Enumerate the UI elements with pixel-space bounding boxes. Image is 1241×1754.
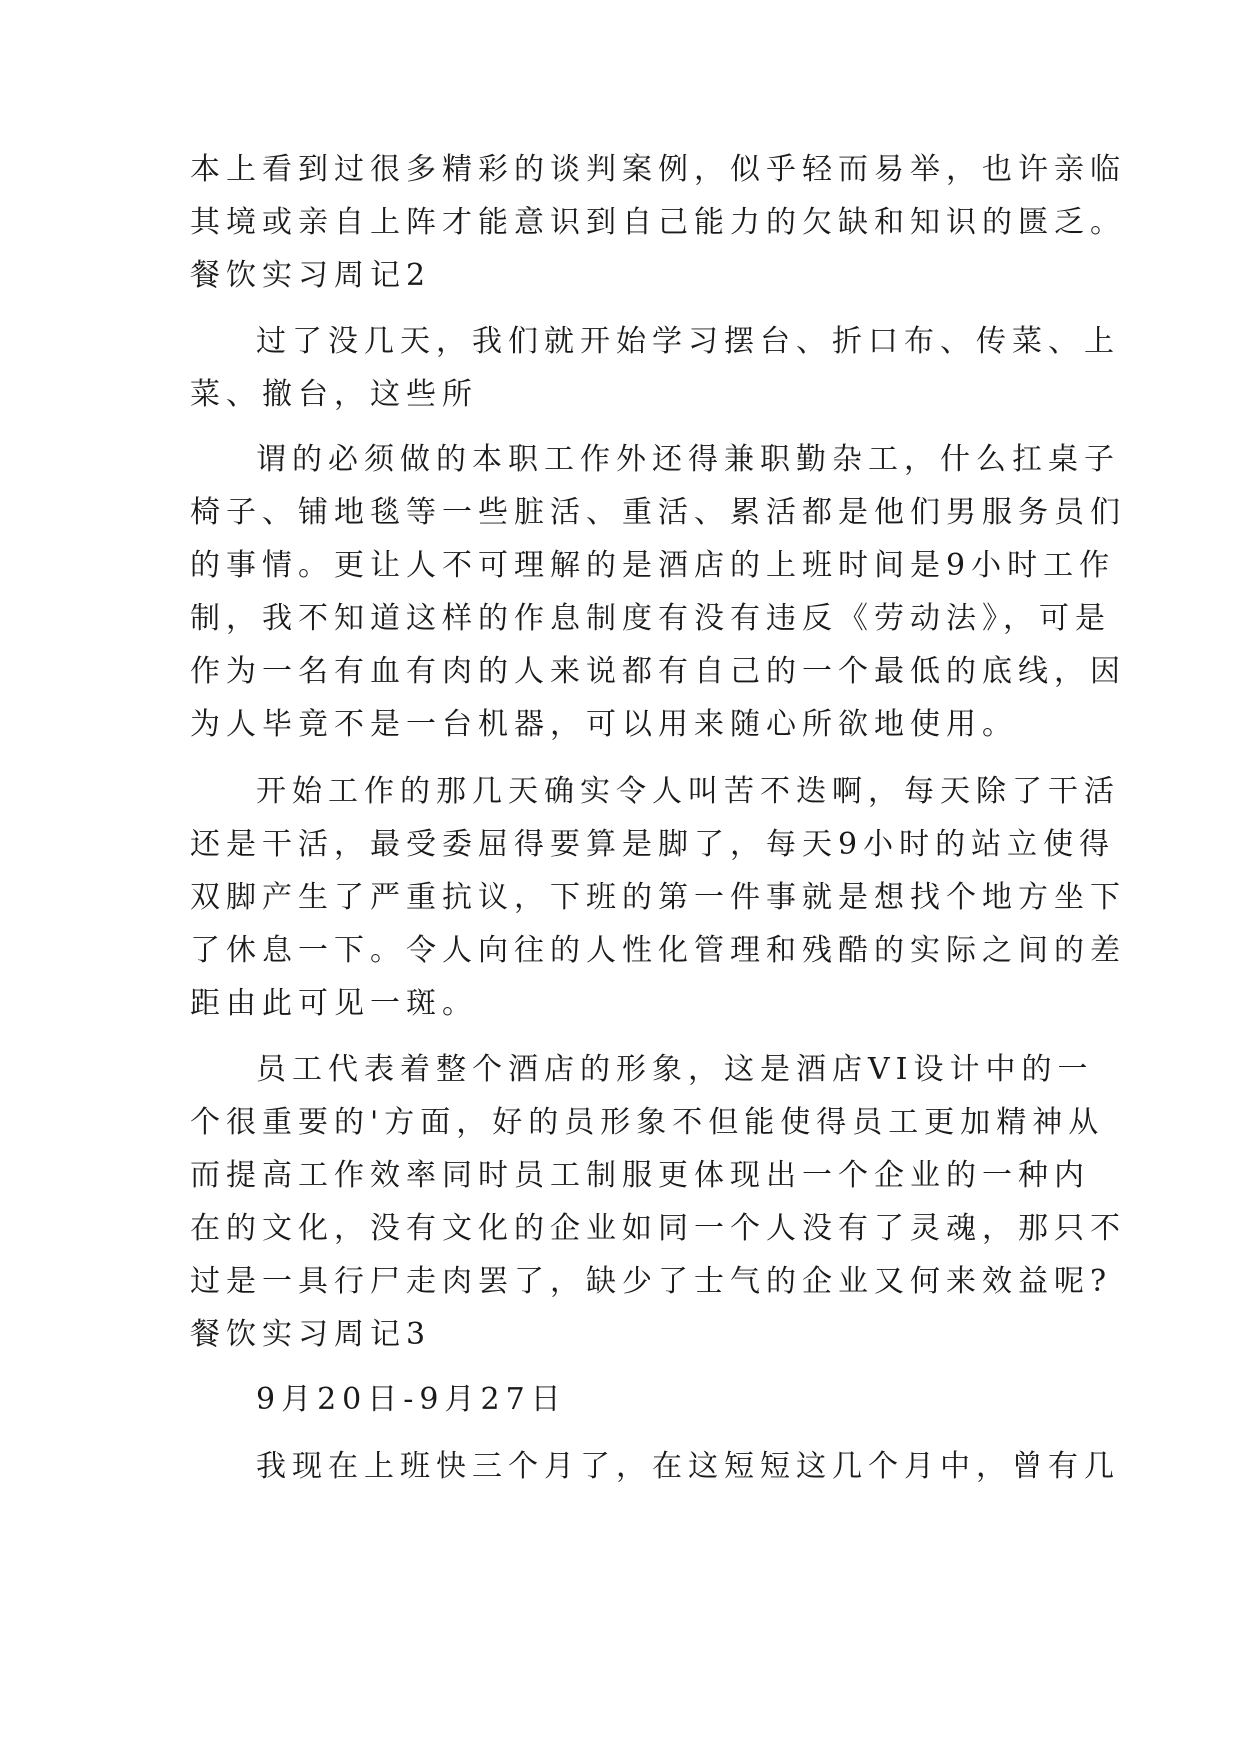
section-heading: 餐饮实习周记3 bbox=[190, 1317, 432, 1352]
body-text-line: 还是干活，最受委屈得要算是脚了，每天9小时的站立使得 bbox=[190, 827, 1116, 862]
body-text-line: 双脚产生了严重抗议，下班的第一件事就是想找个地方坐下 bbox=[190, 880, 1126, 915]
body-text-line: 而提高工作效率同时员工制服更体现出一个企业的一种内 bbox=[190, 1158, 1090, 1193]
paragraph-start-line: 我现在上班快三个月了，在这短短这几个月中，曾有几 bbox=[256, 1449, 1120, 1484]
body-text-line: 为人毕竟不是一台机器，可以用来随心所欲地使用。 bbox=[190, 707, 1018, 742]
body-text-line: 椅子、铺地毯等一些脏活、重活、累活都是他们男服务员们 bbox=[190, 495, 1126, 530]
paragraph-start-line: 开始工作的那几天确实令人叫苦不迭啊，每天除了干活 bbox=[256, 774, 1120, 809]
body-text-line: 作为一名有血有肉的人来说都有自己的一个最低的底线，因 bbox=[190, 654, 1126, 689]
body-text-line: 个很重要的'方面，好的员形象不但能使得员工更加精神从 bbox=[190, 1105, 1105, 1140]
body-text-line: 在的文化，没有文化的企业如同一个人没有了灵魂，那只不 bbox=[190, 1211, 1126, 1246]
section-heading: 餐饮实习周记2 bbox=[190, 258, 432, 293]
body-text-line: 菜、撤台，这些所 bbox=[190, 377, 478, 412]
paragraph-start-line: 谓的必须做的本职工作外还得兼职勤杂工，什么扛桌子 bbox=[256, 442, 1120, 477]
body-text-line: 过是一具行尸走肉罢了，缺少了士气的企业又何来效益呢? bbox=[190, 1264, 1113, 1299]
body-text-line: 距由此可见一斑。 bbox=[190, 986, 478, 1021]
date-range-line: 9月20日-9月27日 bbox=[256, 1382, 567, 1417]
body-text-line: 了休息一下。令人向往的人性化管理和残酷的实际之间的差 bbox=[190, 933, 1126, 968]
body-text-line: 本上看到过很多精彩的谈判案例，似乎轻而易举，也许亲临 bbox=[190, 152, 1126, 187]
body-text-line: 制，我不知道这样的作息制度有没有违反《劳动法》，可是 bbox=[190, 601, 1111, 636]
paragraph-start-line: 员工代表着整个酒店的形象，这是酒店VI设计中的一 bbox=[256, 1052, 1094, 1087]
body-text-line: 的事情。更让人不可理解的是酒店的上班时间是9小时工作 bbox=[190, 548, 1116, 583]
paragraph-start-line: 过了没几天，我们就开始学习摆台、折口布、传菜、上 bbox=[256, 324, 1120, 359]
body-text-line: 其境或亲自上阵才能意识到自己能力的欠缺和知识的匮乏。 bbox=[190, 205, 1126, 240]
